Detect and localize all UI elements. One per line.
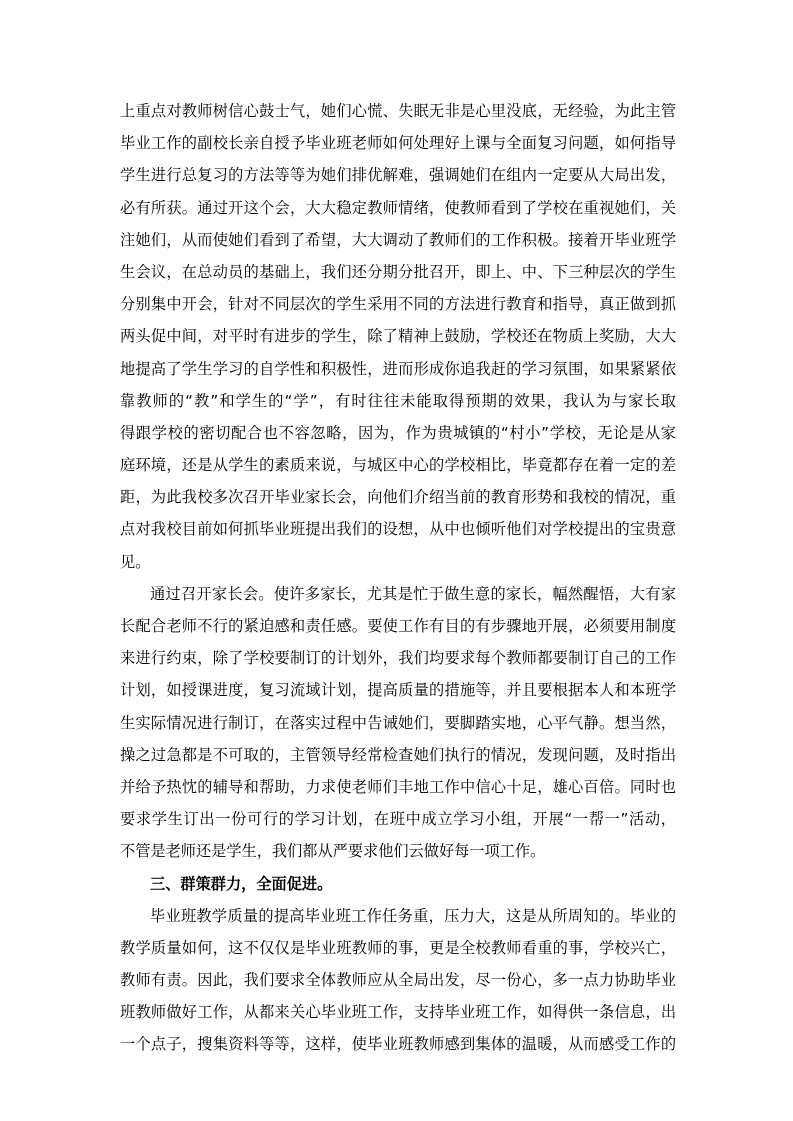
text-line: 来进行约束，除了学校要制订的计划外，我们均要求每个教师都要制订自己的工作 <box>120 649 676 668</box>
text-line: 庭环境，还是从学生的素质来说，与城区中心的学校相比，毕竟都存在着一定的差 <box>120 456 676 475</box>
text-line: 注她们，从而使她们看到了希望，大大调动了教师们的工作积极。接着开毕业班学 <box>120 230 676 249</box>
text-line: 操之过急都是不可取的，主管领导经常检查她们执行的情况，发现问题，及时指出 <box>120 745 676 764</box>
text-line: 上重点对教师树信心鼓士气，她们心慌、失眠无非是心里没底，无经验，为此主管 <box>120 102 676 120</box>
section-heading-text: 三、群策群力，全面促进。 <box>150 874 333 893</box>
text-line: 班教师做好工作，从都来关心毕业班工作，支持毕业班工作，如得供一条信息，出 <box>120 1003 676 1022</box>
text-line: 两头促中间，对平时有进步的学生，除了精神上鼓励，学校还在物质上奖励，大大 <box>120 327 676 346</box>
text-line: 见。 <box>120 552 151 571</box>
text-line: 必有所获。通过开这个会，大大稳定教师情绪，使教师看到了学校在重视她们，关 <box>120 198 676 217</box>
text-line: 生会议，在总动员的基础上，我们还分期分批召开，即上、中、下三种层次的学生 <box>120 262 676 281</box>
text-line: 长配合老师不行的紧迫感和责任感。要使工作有目的有步骤地开展，必须要用制度 <box>120 617 676 635</box>
text-line: 教师有责。因此，我们要求全体教师应从全局出发，尽一份心，多一点力协助毕业 <box>120 971 676 990</box>
paragraph-3 <box>120 900 676 1061</box>
document-page <box>120 95 676 1061</box>
text-line: 生实际情况进行制订，在落实过程中告诫她们，要脚踏实地，心平气静。想当然， <box>120 713 676 732</box>
text-line: 得跟学校的密切配合也不容忽略，因为，作为贵城镇的“村小”学校，无论是从家 <box>120 423 676 442</box>
text-line: 并给予热忱的辅导和帮助，力求使老师们丰地工作中信心十足，雄心百倍。同时也 <box>120 777 676 796</box>
text-line: 毕业工作的副校长亲自授予毕业班老师如何处理好上课与全面复习问题，如何指导 <box>120 134 676 153</box>
text-line: 地提高了学生学习的自学性和积极性，进而形成你追我赶的学习氛围，如果紧紧依 <box>120 359 676 378</box>
text-line: 通过召开家长会。使许多家长，尤其是忙于做生意的家长，幅然醒悟，大有家 <box>150 584 676 603</box>
text-line: 点对我校目前如何抓毕业班提出我们的设想，从中也倾听他们对学校提出的宝贵意 <box>120 520 676 539</box>
paragraph-1 <box>120 95 676 578</box>
text-line: 不管是老师还是学生，我们都从严要求他们云做好每一项工作。 <box>120 842 546 861</box>
text-line: 靠教师的“教”和学生的“学”，有时往往未能取得预期的效果，我认为与家长取 <box>120 391 676 410</box>
paragraph-2 <box>120 578 676 868</box>
text-line: 教学质量如何，这不仅仅是毕业班教师的事，更是全校教师看重的事，学校兴亡， <box>120 938 676 957</box>
text-line: 分别集中开会，针对不同层次的学生采用不同的方法进行教育和指导，真正做到抓 <box>120 295 676 314</box>
text-line: 一个点子，搜集资料等等，这样，使毕业班教师感到集体的温暖，从而感受工作的 <box>120 1035 676 1054</box>
text-line: 毕业班教学质量的提高毕业班工作任务重，压力大，这是从所周知的。毕业的 <box>150 906 676 925</box>
section-heading <box>120 868 676 900</box>
text-line: 学生进行总复习的方法等等为她们排优解难，强调她们在组内一定要从大局出发， <box>120 166 676 185</box>
text-line: 距，为此我校多次召开毕业家长会，向他们介绍当前的教育形势和我校的情况，重 <box>120 488 676 507</box>
text-line: 计划，如授课进度，复习流域计划，提高质量的措施等，并且要根据本人和本班学 <box>120 681 676 700</box>
text-line: 要求学生订出一份可行的学习计划，在班中成立学习小组，开展“一帮一”活动， <box>120 810 676 829</box>
